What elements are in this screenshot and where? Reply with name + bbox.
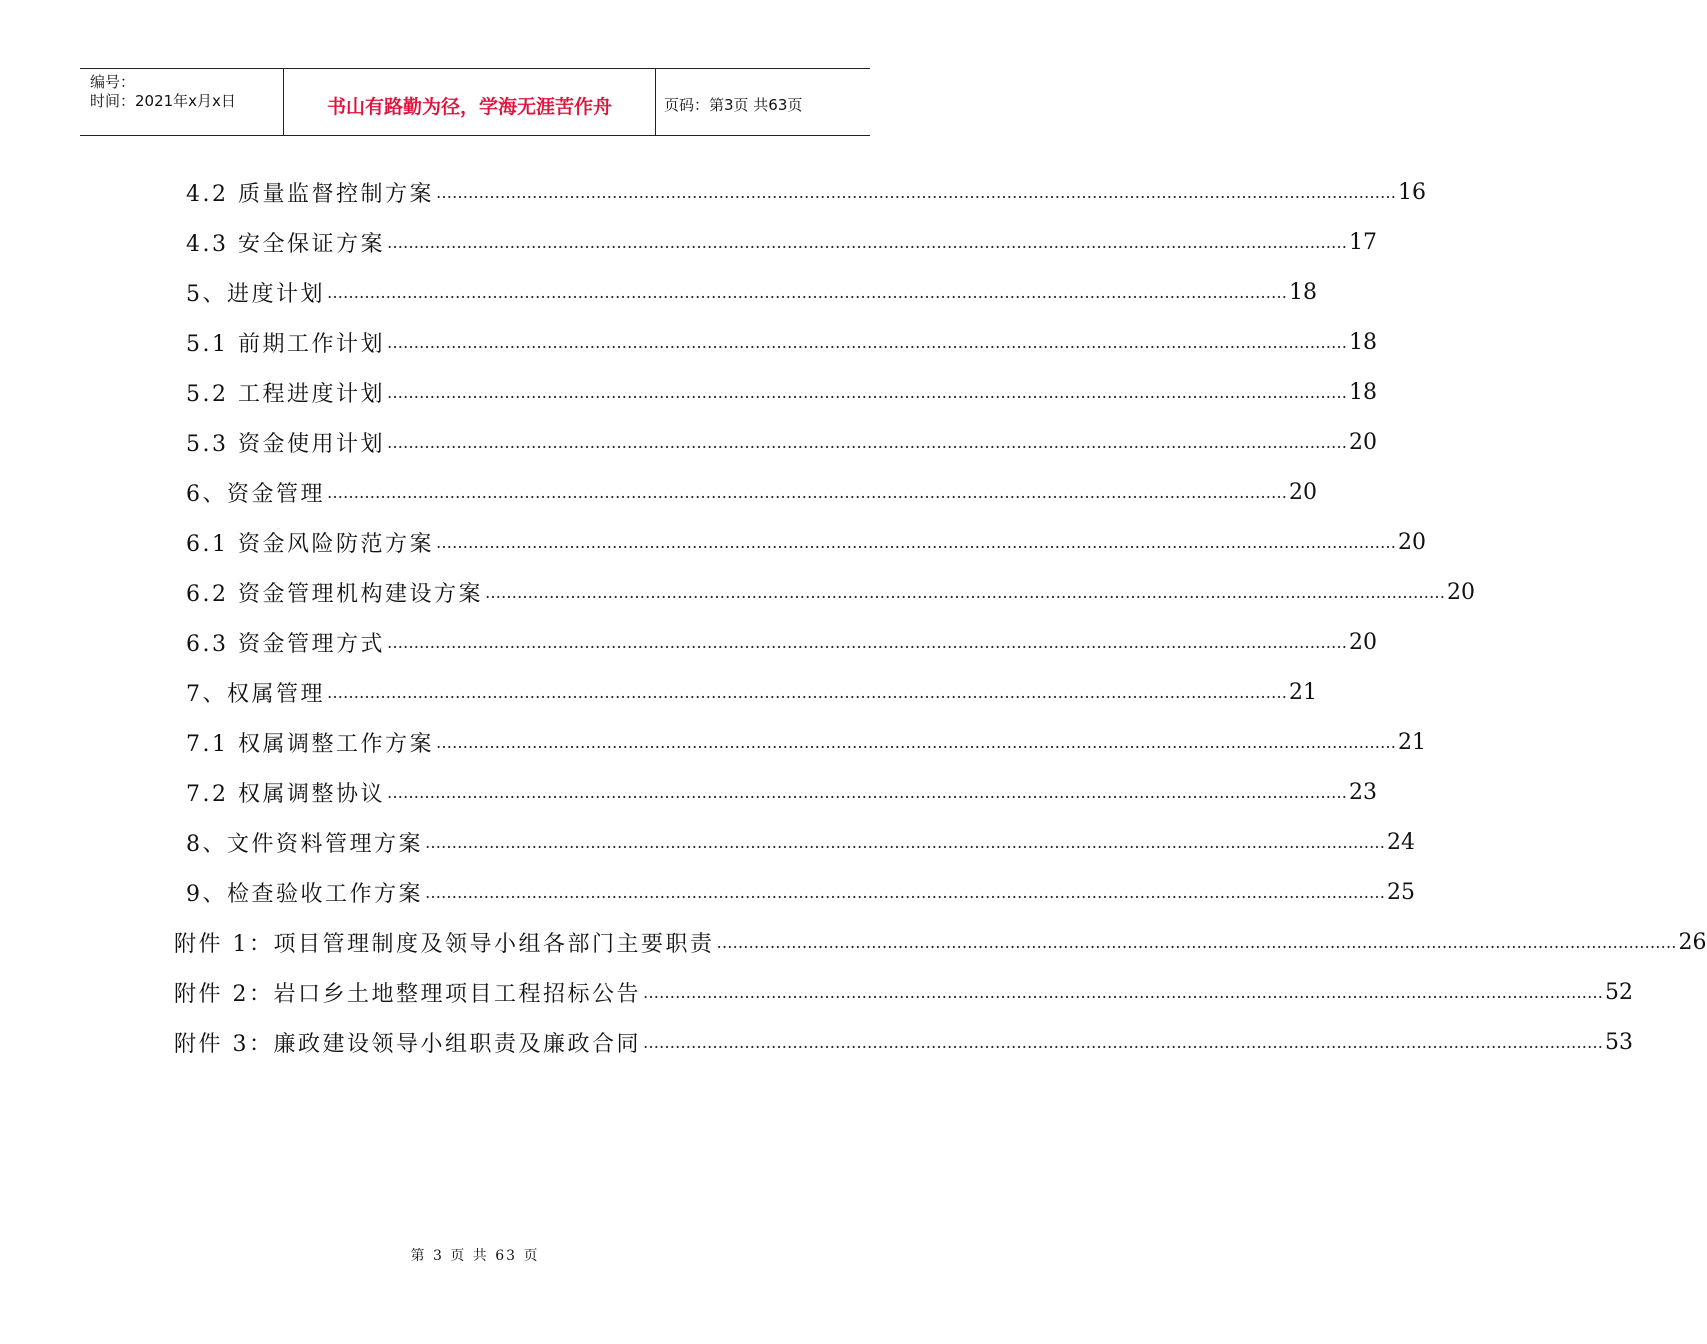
- toc-entry-title: 5.1 前期工作计划: [186, 331, 385, 357]
- toc-leader: ………………………………………………………………………………………………………………………………………………………………: [386, 232, 1347, 252]
- toc-leader: ………………………………………………………………………………………………………………………………………………………………: [643, 1032, 1603, 1052]
- toc-entry[interactable]: [186, 372, 1377, 412]
- toc-entry-page: 16: [1397, 179, 1426, 205]
- page-footer: 第 3 页 共 63 页: [410, 1248, 540, 1264]
- toc-entry[interactable]: [186, 872, 1415, 912]
- toc-entry-title: 6.3 资金管理方式: [186, 631, 385, 657]
- toc-entry[interactable]: [186, 572, 1475, 612]
- toc-entry-page: 52: [1605, 979, 1633, 1005]
- toc-entry[interactable]: [186, 322, 1377, 362]
- toc-leader: ………………………………………………………………………………………………………………………………………………………………: [386, 332, 1347, 352]
- toc-entry-page: 21: [1397, 729, 1426, 755]
- toc-entry-page: 18: [1348, 329, 1377, 355]
- toc-entry-title: 6、资金管理: [186, 481, 325, 507]
- toc-entry-page: 17: [1348, 229, 1377, 255]
- toc-entry[interactable]: [186, 772, 1377, 812]
- toc-leader: ………………………………………………………………………………………………………………………………………………………………: [435, 182, 1396, 202]
- toc-entry-title: 7.2 权属调整协议: [186, 781, 385, 807]
- toc-entry-title: 5.3 资金使用计划: [186, 431, 385, 457]
- toc-entry-page: 53: [1605, 1029, 1633, 1055]
- toc-entry-title: 附件 3：廉政建设领导小组职责及廉政合同: [174, 1031, 641, 1057]
- toc-entry-title: 4.3 安全保证方案: [186, 231, 385, 257]
- toc-leader: ………………………………………………………………………………………………………………………………………………………………: [327, 282, 1287, 302]
- toc-entry-title: 附件 2：岩口乡土地整理项目工程招标公告: [174, 981, 641, 1007]
- toc-entry[interactable]: [186, 472, 1317, 512]
- toc-entry-title: 9、检查验收工作方案: [186, 881, 423, 907]
- toc-entry-page: 18: [1289, 279, 1317, 305]
- toc-leader: ………………………………………………………………………………………………………………………………………………………………: [327, 682, 1287, 702]
- toc-leader: ………………………………………………………………………………………………………………………………………………………………: [425, 832, 1385, 852]
- toc-entry-title: 6.2 资金管理机构建设方案: [186, 581, 483, 607]
- toc-entry-page: 24: [1387, 829, 1415, 855]
- toc-entry-title: 4.2 质量监督控制方案: [186, 181, 434, 207]
- toc-entry-title: 5、进度计划: [186, 281, 325, 307]
- toc-entry-page: 25: [1387, 879, 1415, 905]
- toc-entry[interactable]: [186, 272, 1317, 312]
- header-page-info: 页码：第3页 共63页: [664, 95, 803, 114]
- toc-entry[interactable]: [186, 522, 1426, 562]
- toc-leader: ………………………………………………………………………………………………………………………………………………………………: [643, 982, 1603, 1002]
- toc-entry-page: 18: [1348, 379, 1377, 405]
- toc-entry[interactable]: [186, 672, 1317, 712]
- page-header: [80, 68, 870, 136]
- toc-entry-title: 7、权属管理: [186, 681, 325, 707]
- toc-entry[interactable]: [174, 1022, 1633, 1062]
- toc-leader: ………………………………………………………………………………………………………………………………………………………………: [327, 482, 1287, 502]
- toc-entry-page: 20: [1289, 479, 1317, 505]
- toc-entry-page: 21: [1289, 679, 1317, 705]
- toc-leader: ………………………………………………………………………………………………………………………………………………………………: [435, 532, 1396, 552]
- header-meta: [80, 69, 284, 135]
- toc-entry[interactable]: [186, 222, 1377, 262]
- toc-entry-page: 20: [1348, 429, 1377, 455]
- toc-leader: ………………………………………………………………………………………………………………………………………………………………: [386, 382, 1347, 402]
- toc-entry[interactable]: [174, 972, 1633, 1012]
- document-number-label: 编号：: [90, 73, 136, 91]
- toc-leader: ………………………………………………………………………………………………………………………………………………………………: [425, 882, 1385, 902]
- toc-leader: ………………………………………………………………………………………………………………………………………………………………: [435, 732, 1396, 752]
- toc-entry-title: 附件 1：项目管理制度及领导小组各部门主要职责: [174, 931, 715, 957]
- toc-entry[interactable]: [186, 422, 1377, 462]
- toc-entry[interactable]: [186, 722, 1426, 762]
- toc-leader: ………………………………………………………………………………………………………………………………………………………………: [484, 582, 1445, 602]
- toc-entry[interactable]: [174, 922, 1707, 962]
- toc-entry-page: 20: [1397, 529, 1426, 555]
- toc-entry-title: 7.1 权属调整工作方案: [186, 731, 434, 757]
- toc-entry-title: 8、文件资料管理方案: [186, 831, 423, 857]
- document-time-label: 时间：2021年x月x日: [90, 92, 236, 110]
- toc-entry[interactable]: [186, 622, 1377, 662]
- toc-leader: ………………………………………………………………………………………………………………………………………………………………: [386, 632, 1347, 652]
- toc-entry[interactable]: [186, 822, 1415, 862]
- toc-entry-title: 5.2 工程进度计划: [186, 381, 385, 407]
- toc-leader: ………………………………………………………………………………………………………………………………………………………………: [386, 782, 1347, 802]
- toc-leader: ………………………………………………………………………………………………………………………………………………………………: [716, 932, 1677, 952]
- header-motto: 书山有路勤为径，学海无涯苦作舟: [284, 69, 656, 135]
- toc-entry-page: 23: [1348, 779, 1377, 805]
- toc-entry-title: 6.1 资金风险防范方案: [186, 531, 434, 557]
- toc-entry-page: 20: [1348, 629, 1377, 655]
- toc-entry-page: 20: [1446, 579, 1475, 605]
- toc-entry[interactable]: [186, 172, 1426, 212]
- toc-leader: ………………………………………………………………………………………………………………………………………………………………: [386, 432, 1347, 452]
- toc-entry-page: 26: [1678, 929, 1707, 955]
